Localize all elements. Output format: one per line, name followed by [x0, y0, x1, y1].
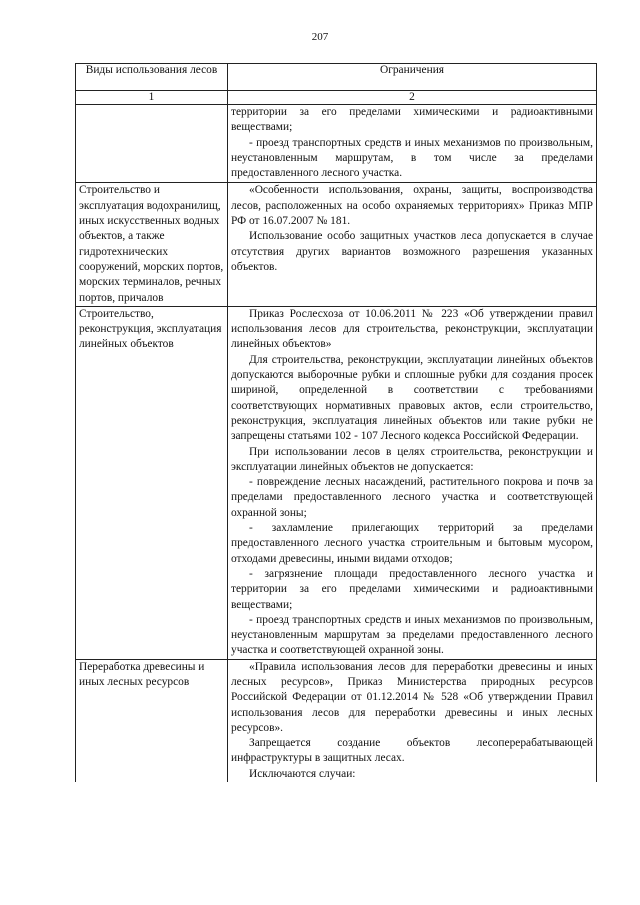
- row-restrictions: [228, 659, 597, 782]
- table-row: [76, 105, 597, 183]
- restriction-paragraph: «Правила использования лесов для переработки древесины и иных лесных ресурсов», Приказ Министерства природных ресурсов Российской Федерации от 01.12.2014 № 528 «Об утверждении Правил использования лесов для переработки древесины и иных лесных ресурсов».: [231, 660, 593, 734]
- column-number-2: 2: [228, 91, 597, 105]
- restriction-paragraph: - проезд транспортных средств и иных механизмов по произвольным, неустановленным маршрутам, в том числе за пределами предоставленного лесного участка.: [231, 136, 593, 180]
- header-forest-use-types: Виды использования лесов: [76, 64, 228, 91]
- restriction-paragraph: Запрещается создание объектов лесоперерабатывающей инфраструктуры в защитных лесах.: [231, 737, 593, 765]
- restriction-paragraph: «Особенности использования, охраны, защиты, воспроизводства лесов, расположенных на особо охраняемых территориях» Приказ МПР РФ от 16.07.2007 № 181.: [231, 184, 593, 228]
- row-restrictions: [228, 183, 597, 306]
- table-row: [76, 306, 597, 659]
- header-restrictions: Ограничения: [228, 64, 597, 91]
- table-row: [76, 659, 597, 782]
- table-number-row: [76, 91, 597, 105]
- restriction-paragraph: Приказ Рослесхоза от 10.06.2011 № 223 «Об утверждении правил использования лесов для строительства, реконструкции, эксплуатации линейных объектов»: [231, 307, 593, 351]
- page-number: 207: [311, 31, 329, 43]
- row-use-type: Строительство, реконструкция, эксплуатация линейных объектов: [76, 306, 228, 659]
- restriction-paragraph: При использовании лесов в целях строительства, реконструкции и эксплуатации линейных объектов не допускается:: [231, 445, 593, 473]
- restriction-paragraph: - проезд транспортных средств и иных механизмов по произвольным, неустановленным маршрутам за пределами предоставленного лесного участка и соответствующей охранной зоны.: [231, 613, 593, 657]
- restrictions-table: [75, 63, 597, 782]
- table-header-row: [76, 64, 597, 91]
- restriction-paragraph: территории за его пределами химическими и радиоактивными веществами;: [231, 106, 593, 134]
- restriction-paragraph: Использование особо защитных участков леса допускается в случае отсутствия других вариантов возможного разрешения указанных объектов.: [231, 230, 593, 273]
- restriction-paragraph: Для строительства, реконструкции, эксплуатации линейных объектов допускаются выборочные рубки и сплошные рубки для создания просек шириной, определенной в соответствии с требованиями соответствующих нормативных правовых актов, если строительство, реконструкция, эксплуатация линейных объектов или такие рубки не запрещены статьями 102 - 107 Лесного кодекса Российской Федерации.: [231, 353, 593, 443]
- column-number-1: 1: [76, 91, 228, 105]
- row-restrictions: [228, 306, 597, 659]
- row-use-type: [76, 105, 228, 183]
- restriction-paragraph: Исключаются случаи:: [249, 767, 356, 780]
- row-use-type: Строительство и эксплуатация водохранилищ, иных искусственных водных объектов, а также гидротехнических сооружений, морских портов, морских терминалов, речных портов, причалов: [76, 183, 228, 306]
- table-row: [76, 183, 597, 306]
- restriction-paragraph: - захламление прилегающих территорий за пределами предоставленного лесного участка строительным и бытовым мусором, отходами древесины, иными видами отходов;: [231, 522, 593, 565]
- row-restrictions: [228, 105, 597, 183]
- restriction-paragraph: - загрязнение площади предоставленного лесного участка и территории за его пределами химическими и радиоактивными веществами;: [231, 567, 593, 611]
- restriction-paragraph: - повреждение лесных насаждений, растительного покрова и почв за пределами предоставленного лесного участка и соответствующей охранной зоны;: [231, 476, 593, 519]
- row-use-type: Переработка древесины и иных лесных ресурсов: [76, 659, 228, 782]
